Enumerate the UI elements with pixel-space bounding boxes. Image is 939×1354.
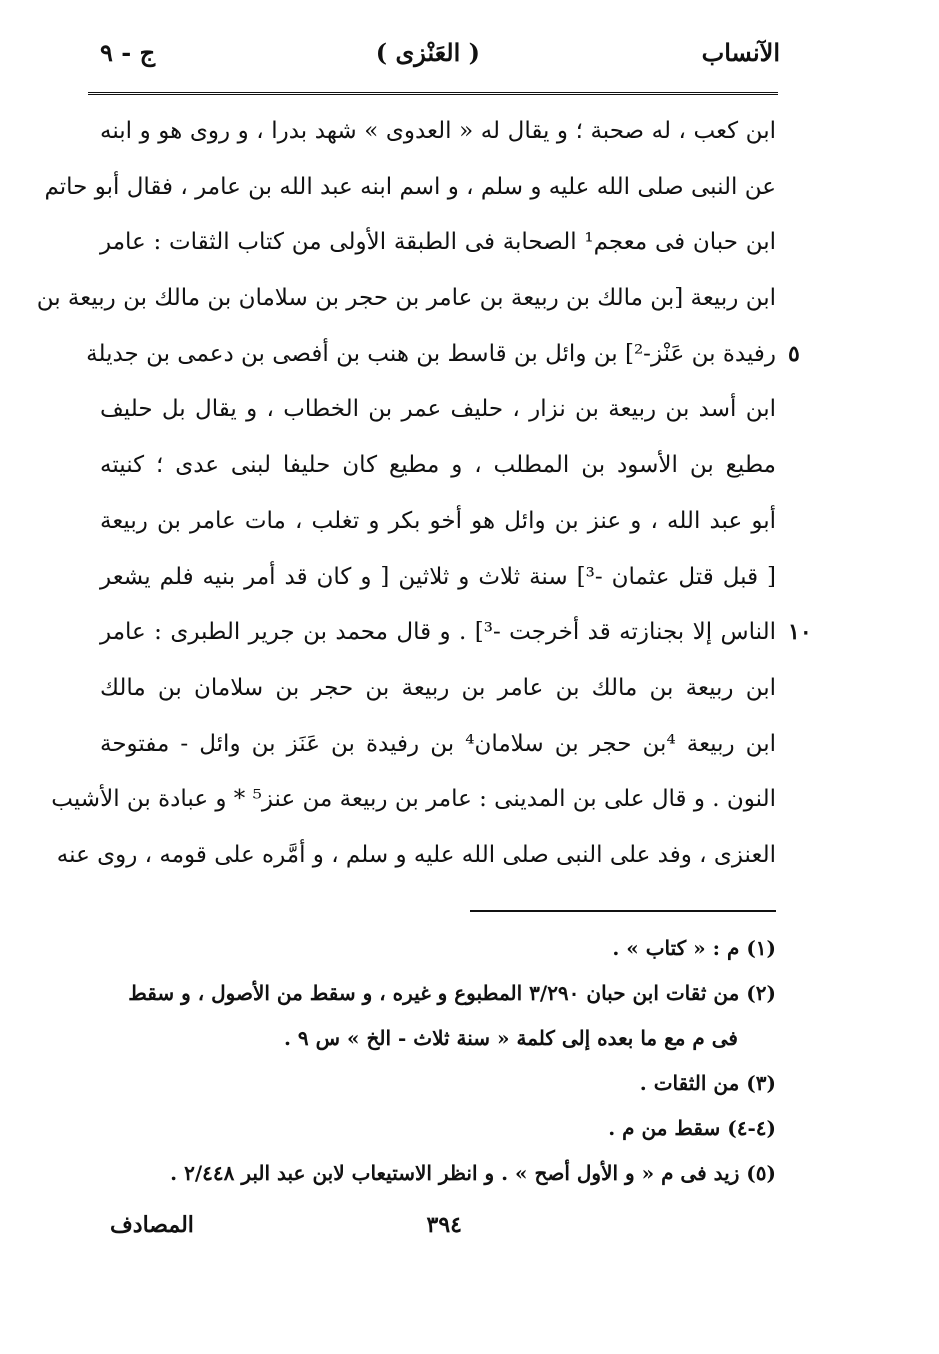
text-line: [ قبل قتل عثمان -³] سنة ثلاث و ثلاثين [ و كان قد أمر بنيه فلم يشعر [100,563,776,590]
page-number: ٣٩٤ [426,1212,462,1238]
text-line: مطيع بن الأسود بن المطلب ، و مطيع كان حليفا لبنى عدى ؛ كنيته [100,452,777,479]
text-line: العنزى ، وفد على النبى صلى الله عليه و سلم ، و أمَّره على قومه ، روى عنه [56,841,776,868]
line-number: ١٠ [788,619,812,646]
text-line: ابن أسد بن ربيعة بن نزار ، حليف عمر بن الخطاب ، و يقال بل حليف [100,396,776,423]
footnote-rule [470,910,776,912]
header-nisba-title: ( العَنْزى ) [375,38,480,67]
footnote: (٣) من الثقات . [639,1071,776,1095]
footnote: (٤-٤) سقط من م . [608,1116,776,1140]
text-line: رفيدة بن عَنْز-²] بن وائل بن قاسط بن هنب بن أفصى بن دعمى بن جديلة [86,340,776,367]
footnote: (٥) زيد فى م « و الأول أصح » . و انظر الاستيعاب لابن عبد البر ٢/٤٤٨ . [170,1161,776,1185]
line-number: ٥ [788,340,800,367]
footnote: (٢) من ثقات ابن حبان ٣/٢٩٠ المطبوع و غيره ، و سقط من الأصول ، و سقط [128,981,776,1005]
catchword: المصادف [110,1212,194,1238]
text-line: أبو عبد الله ، و عنز بن وائل هو أخو بكر و تغلب ، مات عامر بن ربيعة [100,507,776,534]
text-line: عن النبى صلى الله عليه و سلم ، و اسم ابنه عبد الله بن عامر ، فقال أبو حاتم [44,173,776,200]
text-line: ابن ربيعة ⁴بن حجر بن سلامان⁴ بن رفيدة بن عَنَز بن وائل - مفتوحة [100,730,776,757]
text-line: ابن ربيعة بن مالك بن عامر بن ربيعة بن حجر بن سلامان بن مالك [100,674,776,701]
text-line: الناس إلا بجنازته قد أخرجت -³] . و قال محمد بن جرير الطبرى : عامر [100,619,776,646]
page-footer [110,1212,690,1252]
text-line: النون . و قال على بن المدينى : عامر بن ربيعة من عنز⁵ * و عبادة بن الأشيب [51,786,776,813]
header-volume-number: ج - ٩ [100,38,156,67]
main-text [36,104,777,884]
text-line: ابن حبان فى معجم¹ الصحابة فى الطبقة الأولى من كتاب الثقات : عامر [100,229,776,256]
footnote: فى م مع ما بعده إلى كلمة « سنة ثلاث - الخ » س ٩ . [283,1026,738,1050]
text-line: ابن كعب ، له صحبة ؛ و يقال له « العدوى » شهد بدرا ، و روى هو و ابنه [100,118,776,144]
header-section-title: الآنساب [701,38,780,67]
footnote: (١) م : « كتاب » . [612,936,776,960]
footnotes [100,926,776,1196]
running-header [90,38,780,82]
header-rule [88,92,778,95]
text-line: ابن ربيعة [بن مالك بن ربيعة بن عامر بن حجر بن سلامان بن مالك بن ربيعة بن [36,285,776,312]
